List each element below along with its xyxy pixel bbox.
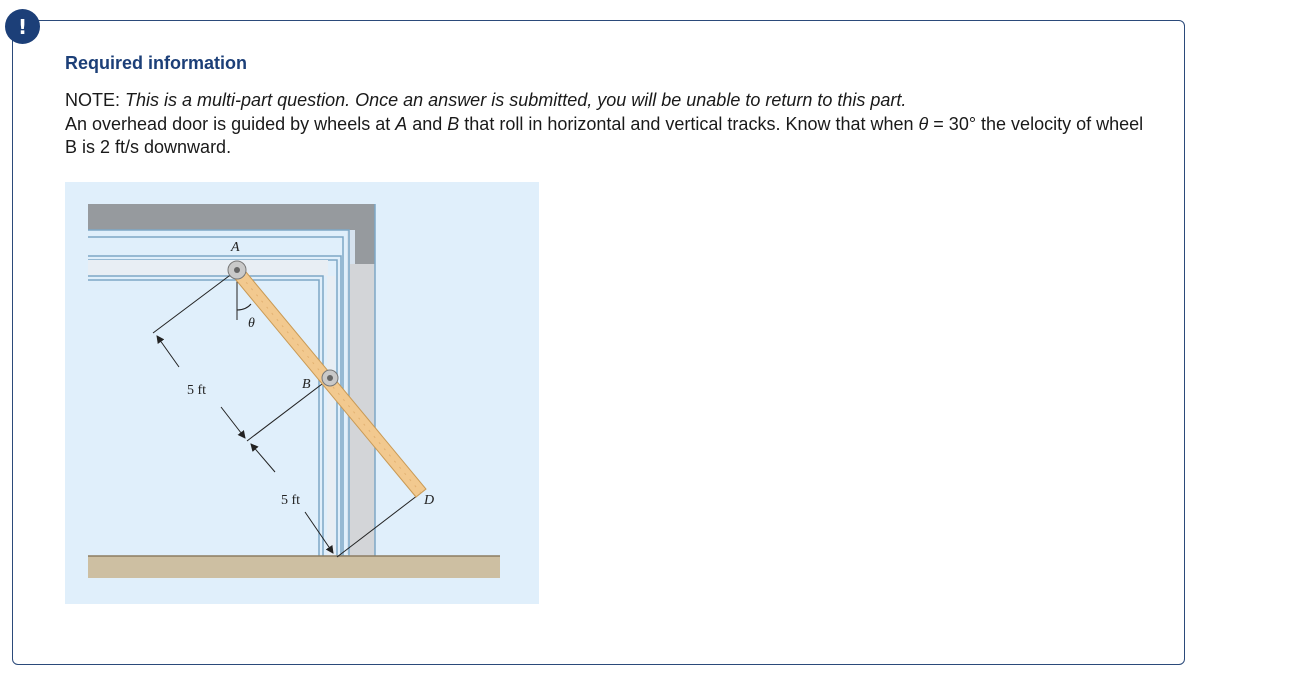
dim-arrow-ab-bottom [221,407,245,438]
label-b: B [302,377,311,392]
theta-arc [237,304,251,310]
dim-label-ab: 5 ft [187,383,207,398]
problem-text-3: that roll in horizontal and vertical tracks. Know that when [459,114,919,134]
problem-var-b: B [447,114,460,134]
note-prefix: NOTE: [65,90,121,110]
problem-var-a: A [395,114,408,134]
dim-ext-b [247,378,330,441]
door-diagram [65,182,539,604]
outer-track [88,230,355,554]
wheel-a [228,261,246,279]
problem-text-1: An overhead door is guided by wheels at [65,114,396,134]
vertical-track [327,276,335,556]
middle-track [88,256,349,556]
wheel-b [322,370,338,386]
problem-var-theta: θ [918,114,929,134]
label-d: D [424,493,435,508]
dim-arrow-bd-top [251,444,275,472]
label-theta: θ [248,316,255,331]
ceiling-slab [88,204,375,264]
problem-text-4: = 30° the velocity of wheel B is 2 ft/s downward. [65,114,1144,157]
required-information-heading: Required information [65,53,248,73]
inner-track [88,276,323,556]
horizontal-track [88,260,328,276]
exclamation-glyph: ! [17,14,28,39]
note-text [65,89,906,112]
note-body: This is a multi-part question. Once an answer is submitted, you will be unable to return to this part. [125,90,907,110]
dim-arrow-ab-top [157,336,179,367]
label-a: A [231,240,240,255]
problem-text-2: and [407,114,448,134]
exclamation-icon [5,9,40,44]
overhead-door-figure [65,182,539,604]
dim-label-bd: 5 ft [281,493,301,508]
problem-statement [65,113,1155,159]
floor [88,556,500,578]
